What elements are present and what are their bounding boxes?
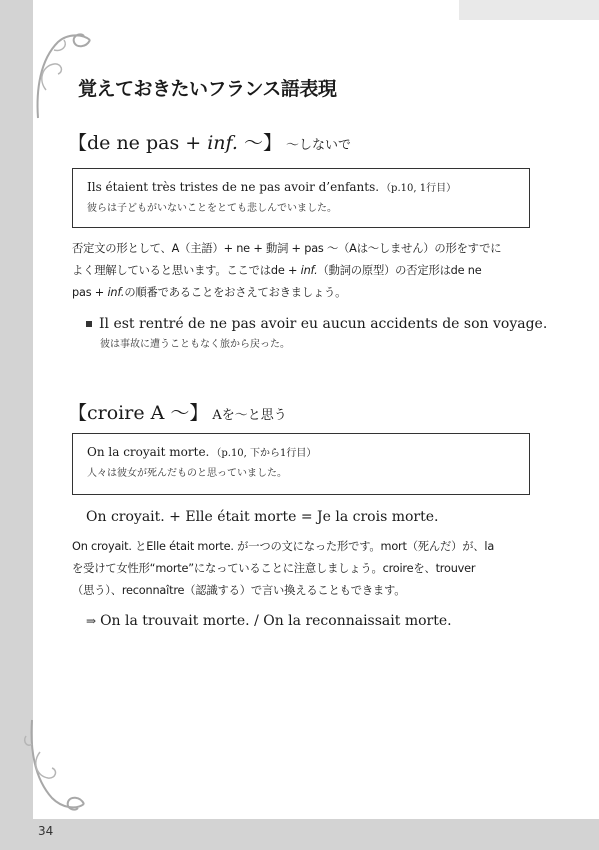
bullet-translation: 彼は事故に遭うこともなく旅から戻った。 [100, 339, 290, 350]
page-title: 覚えておきたいフランス語表現 [78, 78, 337, 100]
equation-line: On croyait. + Elle était morte = Je la crois morte. [86, 509, 439, 525]
page-number: 34 [38, 824, 54, 838]
bullet-square-icon [86, 321, 92, 327]
alternatives-line [86, 613, 452, 629]
bullet-example [86, 316, 547, 332]
explanation-paragraph-1 [72, 238, 542, 304]
heading-text: 【croire A ～】 [68, 402, 209, 424]
example-box-1 [72, 168, 530, 228]
ornament-bottom-left [20, 718, 90, 818]
paragraph-inf: inf. [300, 264, 318, 277]
heading-text-close: ～】 [237, 132, 282, 154]
example-box-2 [72, 433, 530, 495]
section-heading-croire [68, 398, 287, 425]
heading-text: 【de ne pas + [68, 132, 208, 154]
example-sentence [87, 444, 515, 459]
paragraph-line: を受けて女性形“morte”になっていることに注意しましょう。croireを、trouver [72, 562, 476, 575]
heading-inf: inf. [207, 132, 238, 154]
paragraph-inf: inf. [107, 286, 125, 299]
example-reference: （p.10, 1行目） [381, 183, 457, 194]
example-translation: 彼らは子どもがいないことをとても悲しんでいました。 [87, 203, 337, 214]
example-translation: 人々は彼女が死んだものと思っていました。 [87, 468, 287, 479]
section-heading-de-ne-pas [68, 128, 351, 155]
paragraph-text: pas + [72, 286, 108, 299]
paragraph-line: 否定文の形として、A（主語）+ ne + 動詞 + pas ～（Aは～しません）の形をすでに [72, 242, 502, 255]
page-frame-bottom [0, 819, 599, 850]
paragraph-text: の順番であることをおさえておきましょう。 [124, 286, 347, 299]
paragraph-text: （動詞の原型）の否定形はde ne [317, 264, 482, 277]
explanation-paragraph-2 [72, 536, 542, 602]
heading-meaning: ～しないで [285, 138, 351, 153]
arrow-right-icon: ⇒ [86, 614, 97, 628]
page-frame-top [459, 0, 599, 20]
paragraph-line: （思う）、reconnaître（認識する）で言い換えることもできます。 [72, 584, 406, 597]
example-text: On la croyait morte. [87, 445, 210, 459]
example-sentence [87, 179, 515, 194]
example-reference: （p.10, 下から1行目） [211, 448, 317, 459]
paragraph-line [72, 260, 542, 282]
example-text: Ils étaient très tristes de ne pas avoir d’enfants. [87, 180, 380, 194]
alternatives-text: On la trouvait morte. / On la reconnaissait morte. [100, 613, 452, 629]
paragraph-text: よく理解していると思います。ここではde + [72, 264, 301, 277]
heading-meaning: Aを～と思う [212, 408, 287, 423]
paragraph-line [72, 282, 542, 304]
paragraph-line: On croyait. とElle était morte. が一つの文になった形です。mort（死んだ）が、la [72, 540, 495, 553]
bullet-sentence: Il est rentré de ne pas avoir eu aucun accidents de son voyage. [99, 316, 548, 332]
